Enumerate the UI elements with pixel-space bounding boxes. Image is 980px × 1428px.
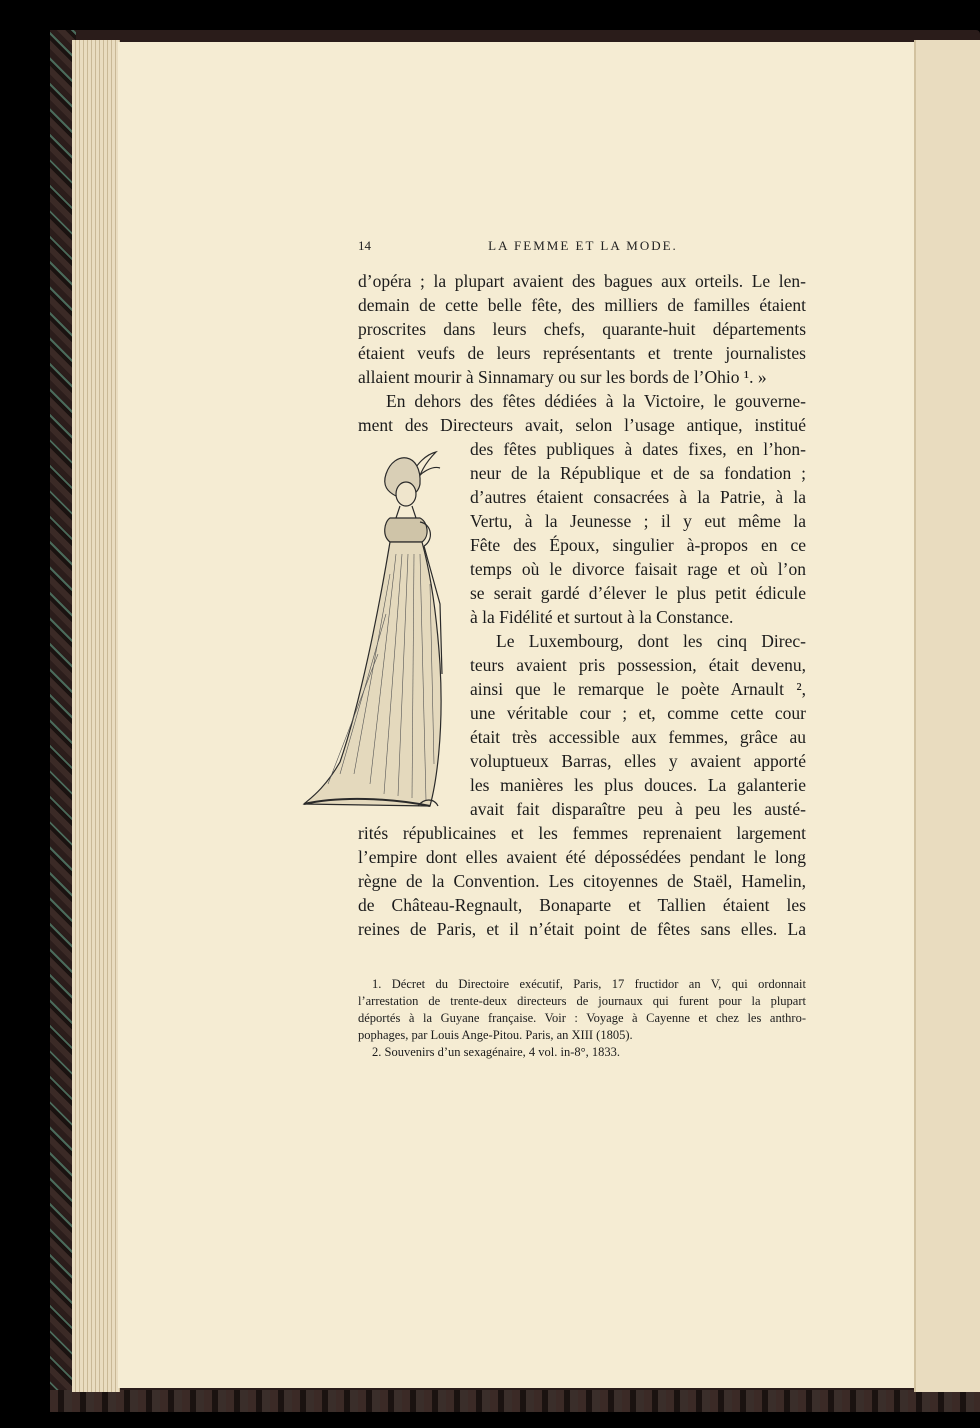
body-line: allaient mourir à Sinnamary ou sur les bords de l’Ohio ¹. »	[358, 367, 767, 387]
running-title: LA FEMME ET LA MODE.	[488, 238, 678, 253]
body-line: des fêtes publiques à dates fixes, en l’hon-	[470, 439, 806, 459]
body-line: étaient veufs de leurs représentants et trente journalistes	[358, 343, 806, 363]
body-line: à la Fidélité et surtout à la Constance.	[470, 607, 734, 627]
body-line: se serait gardé d’élever le plus petit édicule	[470, 583, 806, 603]
body-line: ainsi que le remarque le poète Arnault ²,	[470, 679, 806, 699]
body-line: demain de cette belle fête, des milliers de familles étaient	[358, 295, 806, 315]
page-edges	[72, 40, 120, 1392]
body-line: neur de la République et de sa fondation ;	[470, 463, 806, 483]
facing-page-edge	[914, 40, 980, 1392]
body-line: d’opéra ; la plupart avaient des bagues aux orteils. Le len-	[358, 271, 806, 291]
body-line: rités républicaines et les femmes reprenaient largement	[358, 823, 806, 843]
body-line: proscrites dans leurs chefs, quarante-huit départements	[358, 319, 806, 339]
body-line: voluptueux Barras, elles y avaient apporté	[470, 751, 806, 771]
footnote-line: déportés à la Guyane française. Voir : Voyage à Cayenne et chez les anthro-	[358, 1011, 806, 1025]
body-line: avait fait disparaître peu à peu les austé-	[470, 799, 806, 819]
body-line: l’empire dont elles avaient été dépossédées pendant le long	[358, 847, 806, 867]
footnote-line: 2. Souvenirs d’un sexagénaire, 4 vol. in-8°, 1833.	[372, 1045, 621, 1059]
body-line: reines de Paris, et il n’était point de fêtes sans elles. La	[358, 919, 806, 939]
marbled-board-bottom	[50, 1390, 980, 1412]
footnote-line: l’arrestation de trente-deux directeurs de journaux qui furent pour la plupart	[358, 994, 806, 1008]
body-line: ment des Directeurs avait, selon l’usage antique, institué	[358, 415, 806, 435]
body-line: En dehors des fêtes dédiées à la Victoire, le gouverne-	[386, 391, 806, 411]
body-line: de Château-Regnault, Bonaparte et Tallien étaient les	[358, 895, 806, 915]
body-line: les manières les plus douces. La galanterie	[470, 775, 806, 795]
body-line: était très accessible aux femmes, grâce au	[470, 727, 806, 747]
body-line: teurs avaient pris possession, était devenu,	[470, 655, 806, 675]
body-line: Le Luxembourg, dont les cinq Direc-	[496, 631, 806, 651]
footnote-line: 1. Décret du Directoire exécutif, Paris, 17 fructidor an V, qui ordonnait	[372, 977, 806, 991]
woman-engraving-illustration	[300, 444, 460, 810]
body-line: une véritable cour ; et, comme cette cour	[470, 703, 806, 723]
page-number: 14	[358, 238, 371, 253]
footnote-line: pophages, par Louis Ange-Pitou. Paris, an XIII (1805).	[358, 1028, 633, 1042]
running-head	[358, 238, 808, 258]
body-line: Fête des Époux, singulier à-propos en ce	[470, 535, 806, 555]
body-line: Vertu, à la Jeunesse ; il y eut même la	[470, 511, 806, 531]
body-line: règne de la Convention. Les citoyennes de Staël, Hamelin,	[358, 871, 806, 891]
body-line: d’autres étaient consacrées à la Patrie, à la	[470, 487, 806, 507]
body-line: temps où le divorce faisait rage et où l’on	[470, 559, 806, 579]
